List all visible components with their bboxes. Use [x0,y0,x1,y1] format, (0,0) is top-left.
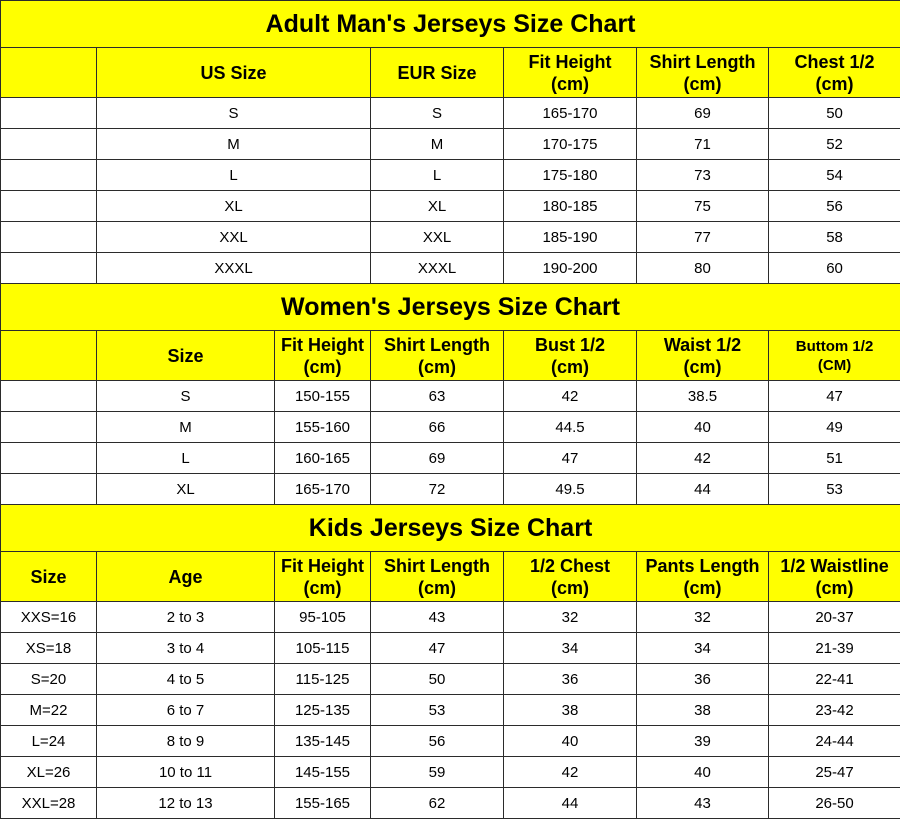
kids-header-pants-length: Pants Length (cm) [637,552,769,602]
men-cell-us: XL [97,191,371,222]
kids-header-chest: 1/2 Chest (cm) [504,552,637,602]
men-row-xl [1,191,900,222]
women-cell-length: 63 [371,381,504,412]
women-cell-buttom: 53 [769,474,900,505]
women-cell-height: 150-155 [275,381,371,412]
women-cell-waist: 42 [637,443,769,474]
kids-cell-size: XL=26 [1,757,97,788]
kids-header-shirt-length: Shirt Length (cm) [371,552,504,602]
women-cell-blank [1,381,97,412]
men-cell-chest: 52 [769,129,900,160]
women-cell-bust: 42 [504,381,637,412]
kids-cell-chest: 40 [504,726,637,757]
men-cell-us: L [97,160,371,191]
women-cell-bust: 44.5 [504,412,637,443]
men-row-s [1,98,900,129]
kids-cell-age: 8 to 9 [97,726,275,757]
women-row-l [1,443,900,474]
kids-cell-chest: 32 [504,602,637,633]
kids-cell-waistline: 25-47 [769,757,900,788]
men-row-xxl [1,222,900,253]
kids-cell-waistline: 20-37 [769,602,900,633]
women-section [1,284,900,505]
women-cell-bust: 49.5 [504,474,637,505]
women-title: Women's Jerseys Size Chart [1,284,900,331]
kids-row-l [1,726,900,757]
men-row-xxxl [1,253,900,284]
women-cell-blank [1,443,97,474]
kids-cell-length: 47 [371,633,504,664]
men-cell-chest: 54 [769,160,900,191]
women-cell-height: 165-170 [275,474,371,505]
men-header-fit-height: Fit Height (cm) [504,48,637,98]
men-cell-eur: XXL [371,222,504,253]
kids-cell-waistline: 26-50 [769,788,900,819]
men-cell-blank [1,191,97,222]
kids-cell-height: 135-145 [275,726,371,757]
kids-cell-waistline: 21-39 [769,633,900,664]
women-cell-buttom: 51 [769,443,900,474]
kids-header-row [1,552,900,602]
women-header-blank-left [1,331,97,381]
men-header-chest: Chest 1/2 (cm) [769,48,900,98]
men-cell-height: 175-180 [504,160,637,191]
men-header-shirt-length: Shirt Length (cm) [637,48,769,98]
kids-header-fit-height: Fit Height (cm) [275,552,371,602]
men-header-blank-left [1,48,97,98]
men-header-us-size: US Size [97,48,371,98]
kids-cell-age: 10 to 11 [97,757,275,788]
kids-cell-length: 53 [371,695,504,726]
men-cell-eur: XL [371,191,504,222]
kids-header-age: Age [97,552,275,602]
men-cell-blank [1,253,97,284]
men-cell-eur: S [371,98,504,129]
women-title-row [1,284,900,331]
women-cell-size: S [97,381,275,412]
men-cell-chest: 56 [769,191,900,222]
men-cell-length: 77 [637,222,769,253]
kids-row-xl [1,757,900,788]
men-cell-blank [1,222,97,253]
kids-cell-pants: 34 [637,633,769,664]
kids-header-waistline: 1/2 Waistline (cm) [769,552,900,602]
kids-cell-height: 155-165 [275,788,371,819]
women-cell-size: L [97,443,275,474]
men-cell-length: 80 [637,253,769,284]
kids-cell-length: 43 [371,602,504,633]
kids-cell-age: 12 to 13 [97,788,275,819]
kids-cell-length: 50 [371,664,504,695]
women-cell-size: XL [97,474,275,505]
kids-cell-height: 105-115 [275,633,371,664]
women-cell-blank [1,412,97,443]
women-cell-length: 72 [371,474,504,505]
women-header-shirt-length: Shirt Length (cm) [371,331,504,381]
women-cell-size: M [97,412,275,443]
kids-section [1,505,900,819]
men-cell-us: S [97,98,371,129]
kids-cell-height: 145-155 [275,757,371,788]
men-cell-blank [1,98,97,129]
kids-cell-pants: 43 [637,788,769,819]
kids-cell-size: XS=18 [1,633,97,664]
women-cell-blank [1,474,97,505]
men-title-row [1,1,900,48]
women-cell-waist: 40 [637,412,769,443]
men-cell-us: XXL [97,222,371,253]
men-header-eur-size: EUR Size [371,48,504,98]
kids-cell-chest: 44 [504,788,637,819]
women-cell-height: 155-160 [275,412,371,443]
kids-cell-size: XXL=28 [1,788,97,819]
men-title: Adult Man's Jerseys Size Chart [1,1,900,48]
kids-cell-size: L=24 [1,726,97,757]
kids-cell-chest: 36 [504,664,637,695]
women-cell-waist: 38.5 [637,381,769,412]
men-cell-chest: 58 [769,222,900,253]
women-header-waist: Waist 1/2 (cm) [637,331,769,381]
kids-cell-pants: 39 [637,726,769,757]
women-row-xl [1,474,900,505]
men-cell-length: 69 [637,98,769,129]
men-cell-height: 165-170 [504,98,637,129]
women-header-fit-height: Fit Height (cm) [275,331,371,381]
men-cell-chest: 60 [769,253,900,284]
men-cell-chest: 50 [769,98,900,129]
women-cell-height: 160-165 [275,443,371,474]
men-cell-length: 71 [637,129,769,160]
men-row-m [1,129,900,160]
men-section [1,1,900,284]
kids-cell-age: 4 to 5 [97,664,275,695]
kids-cell-height: 125-135 [275,695,371,726]
kids-cell-age: 2 to 3 [97,602,275,633]
men-cell-length: 75 [637,191,769,222]
kids-row-xxl [1,788,900,819]
kids-cell-length: 62 [371,788,504,819]
men-cell-height: 170-175 [504,129,637,160]
kids-cell-chest: 38 [504,695,637,726]
women-header-size: Size [97,331,275,381]
men-cell-height: 185-190 [504,222,637,253]
kids-cell-length: 59 [371,757,504,788]
women-cell-length: 69 [371,443,504,474]
men-cell-blank [1,160,97,191]
kids-row-xxs [1,602,900,633]
men-cell-height: 180-185 [504,191,637,222]
kids-cell-chest: 42 [504,757,637,788]
women-cell-bust: 47 [504,443,637,474]
men-header-row [1,48,900,98]
men-cell-eur: XXXL [371,253,504,284]
men-cell-us: XXXL [97,253,371,284]
kids-cell-pants: 40 [637,757,769,788]
kids-cell-size: S=20 [1,664,97,695]
women-cell-waist: 44 [637,474,769,505]
kids-cell-age: 3 to 4 [97,633,275,664]
men-cell-height: 190-200 [504,253,637,284]
kids-title-row [1,505,900,552]
men-row-l [1,160,900,191]
kids-cell-waistline: 24-44 [769,726,900,757]
kids-cell-height: 95-105 [275,602,371,633]
women-header-row [1,331,900,381]
kids-cell-length: 56 [371,726,504,757]
kids-header-size: Size [1,552,97,602]
men-cell-blank [1,129,97,160]
kids-title: Kids Jerseys Size Chart [1,505,900,552]
women-cell-buttom: 47 [769,381,900,412]
women-cell-buttom: 49 [769,412,900,443]
women-row-s [1,381,900,412]
kids-cell-pants: 38 [637,695,769,726]
women-header-buttom: Buttom 1/2 (CM) [769,331,900,381]
women-cell-length: 66 [371,412,504,443]
kids-cell-waistline: 23-42 [769,695,900,726]
kids-row-s [1,664,900,695]
kids-cell-pants: 32 [637,602,769,633]
kids-cell-size: XXS=16 [1,602,97,633]
men-cell-us: M [97,129,371,160]
kids-cell-chest: 34 [504,633,637,664]
kids-cell-age: 6 to 7 [97,695,275,726]
women-row-m [1,412,900,443]
kids-cell-height: 115-125 [275,664,371,695]
women-header-bust: Bust 1/2 (cm) [504,331,637,381]
kids-cell-pants: 36 [637,664,769,695]
kids-cell-waistline: 22-41 [769,664,900,695]
men-cell-length: 73 [637,160,769,191]
men-cell-eur: L [371,160,504,191]
kids-cell-size: M=22 [1,695,97,726]
men-cell-eur: M [371,129,504,160]
kids-row-m [1,695,900,726]
kids-row-xs [1,633,900,664]
